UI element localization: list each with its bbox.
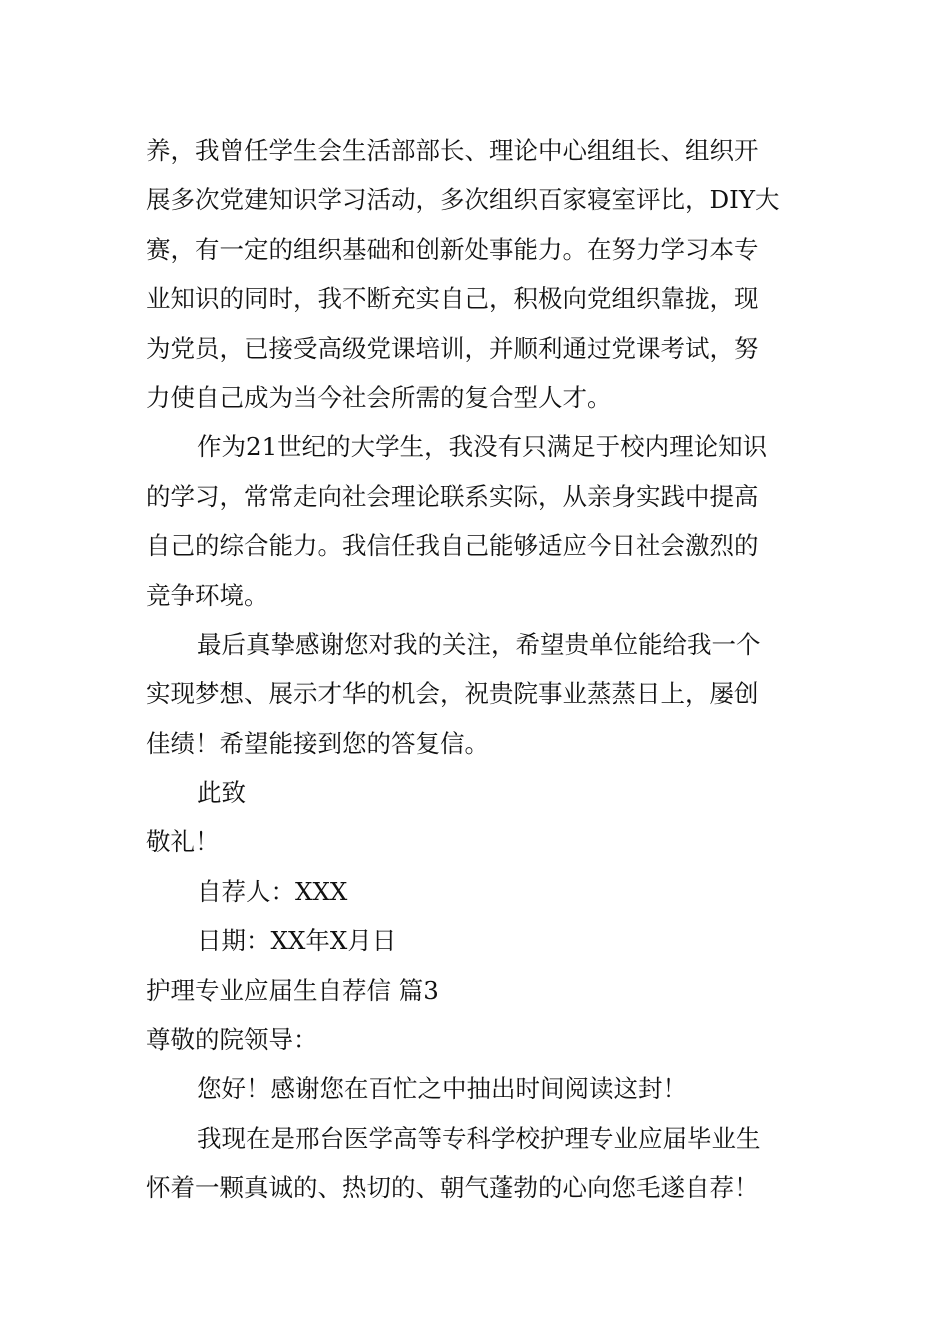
paragraph-start-line: 我现在是邢台医学高等专科学校护理专业应届毕业生 [197,1123,761,1153]
greeting-line: 尊敬的院领导： [146,1025,318,1055]
text-line: 自己的综合能力。我信任我自己能够适应今日社会激烈的 [146,531,759,561]
text-line: 力使自己成为当今社会所需的复合型人才。 [146,382,612,412]
closing-regards: 敬礼！ [146,827,220,857]
text-line: 竞争环境。 [146,580,269,610]
text-line: 业知识的同时，我不断充实自己，积极向党组织靠拢，现 [146,284,759,314]
section-heading: 护理专业应届生自荐信 篇3 [146,975,439,1005]
date-line: 日期：XX年X月日 [197,926,397,956]
text-line: 实现梦想、展示才华的机会，祝贵院事业蒸蒸日上，屡创 [146,679,759,709]
document-body [146,126,808,1213]
text-line: 养，我曾任学生会生活部部长、理论中心组组长、组织开 [146,136,759,165]
text-line: 赛，有一定的组织基础和创新处事能力。在努力学习本专 [146,234,759,264]
text-line: 为党员，已接受高级党课培训，并顺利通过党课考试，努 [146,333,759,363]
paragraph-start-line: 您好！感谢您在百忙之中抽出时间阅读这封！ [197,1074,687,1104]
text-line: 的学习，常常走向社会理论联系实际，从亲身实践中提高 [146,481,759,511]
paragraph-start-line: 作为21世纪的大学生，我没有只满足于校内理论知识 [197,432,768,462]
paragraph-start-line: 最后真挚感谢您对我的关注，希望贵单位能给我一个 [197,629,761,659]
text-line: 展多次党建知识学习活动，多次组织百家寝室评比，DIY大 [146,185,780,215]
text-line: 怀着一颗真诚的、热切的、朝气蓬勃的心向您毛遂自荐！ [146,1173,759,1203]
closing-salutation: 此致 [197,778,246,808]
text-line: 佳绩！希望能接到您的答复信。 [146,728,489,758]
signature-line: 自荐人：XXX [197,876,348,906]
